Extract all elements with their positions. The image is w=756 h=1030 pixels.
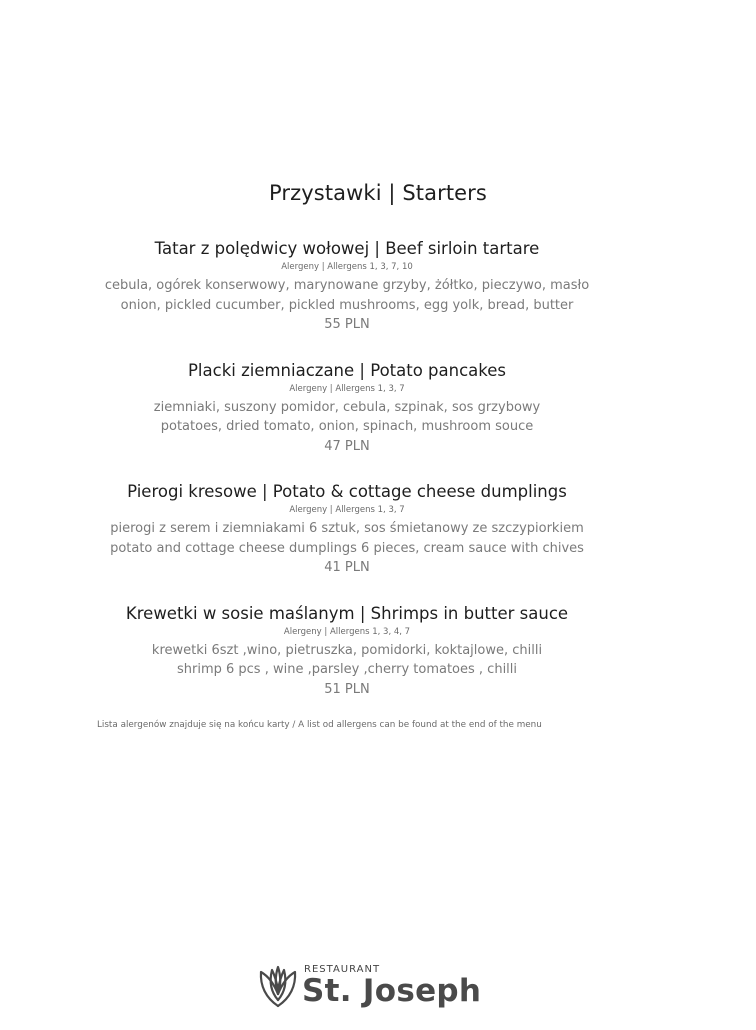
item-description-en: shrimp 6 pcs , wine ,parsley ,cherry tomatoes , chilli bbox=[176, 662, 518, 677]
menu-item bbox=[0, 481, 694, 578]
item-allergens: Alergeny | Allergens 1, 3, 7 bbox=[289, 505, 405, 515]
logo-name: St. Joseph bbox=[302, 973, 482, 1009]
item-description-pl: pierogi z serem i ziemniakami 6 sztuk, sos śmietanowy ze szczypiorkiem bbox=[110, 521, 584, 536]
item-allergens: Alergeny | Allergens 1, 3, 4, 7 bbox=[283, 626, 411, 637]
item-description-en: potatoes, dried tomato, onion, spinach, mushroom souce bbox=[160, 419, 534, 434]
item-price: 51 PLN bbox=[324, 681, 370, 697]
item-price: 41 PLN bbox=[324, 560, 370, 575]
restaurant-logo bbox=[258, 960, 482, 1015]
menu-item bbox=[0, 603, 694, 700]
item-description-pl: cebula, ogórek konserwowy, marynowane grzyby, żółtko, pieczywo, masło bbox=[104, 278, 590, 293]
item-name: Pierogi kresowe | Potato & cottage cheese dumplings bbox=[127, 482, 567, 501]
logo-restaurant-label: RESTAURANT bbox=[304, 964, 381, 975]
item-description-pl: krewetki 6szt ,wino, pietruszka, pomidorki, koktajlowe, chilli bbox=[151, 642, 543, 658]
allergen-footnote: Lista alergenów znajduje się na końcu karty / A list od allergens can be found at the end of the menu bbox=[97, 720, 542, 730]
menu-item bbox=[0, 238, 694, 335]
item-price: 47 PLN bbox=[324, 438, 370, 454]
item-allergens: Alergeny | Allergens 1, 3, 7, 10 bbox=[281, 262, 413, 272]
item-description-pl: ziemniaki, suszony pomidor, cebula, szpinak, sos grzybowy bbox=[153, 399, 541, 415]
section-title: Przystawki | Starters bbox=[269, 181, 487, 205]
item-name: Placki ziemniaczane | Potato pancakes bbox=[187, 360, 506, 380]
item-description-en: potato and cottage cheese dumplings 6 pieces, cream sauce with chives bbox=[110, 540, 584, 556]
menu-item bbox=[0, 360, 694, 457]
item-name: Krewetki w sosie maślanym | Shrimps in butter sauce bbox=[125, 603, 569, 623]
menu-list bbox=[0, 238, 694, 724]
item-description-en: onion, pickled cucumber, pickled mushrooms, egg yolk, bread, butter bbox=[120, 297, 574, 313]
lotus-icon bbox=[258, 964, 298, 1008]
item-name: Tatar z polędwicy wołowej | Beef sirloin tartare bbox=[154, 239, 540, 258]
item-allergens: Alergeny | Allergens 1, 3, 7 bbox=[289, 383, 405, 394]
item-price: 55 PLN bbox=[324, 317, 370, 332]
